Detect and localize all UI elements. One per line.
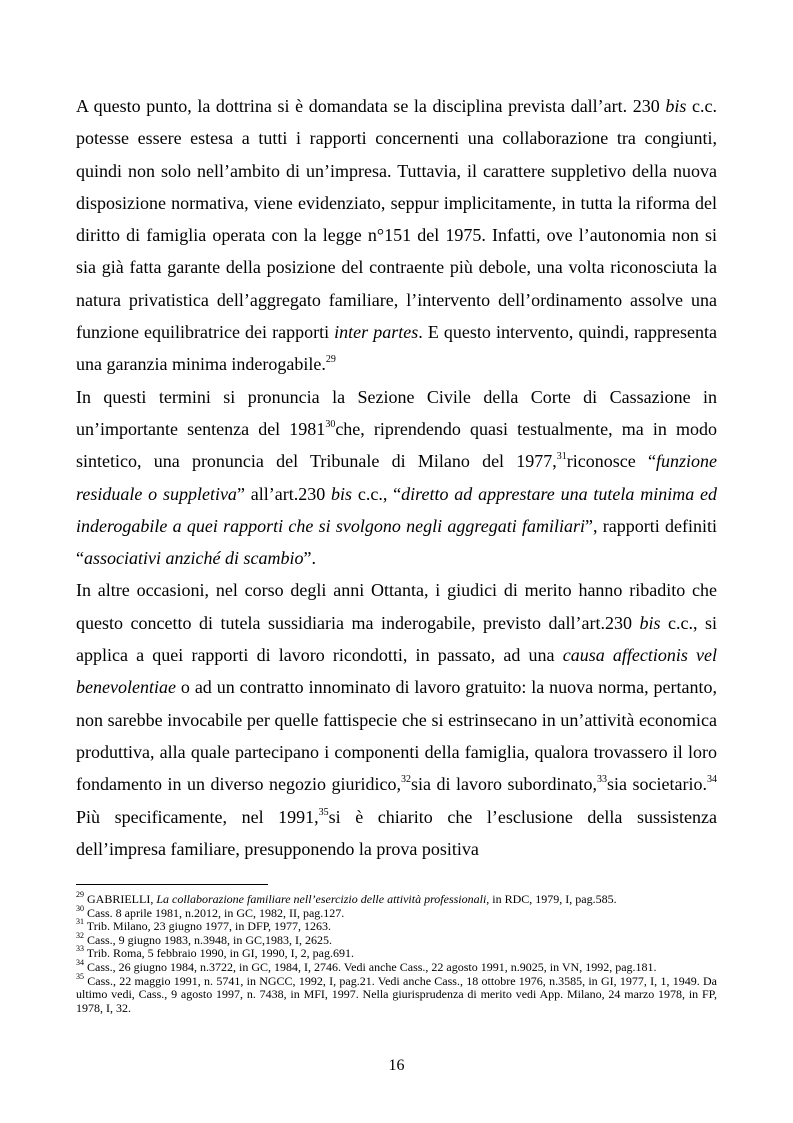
footnote-separator bbox=[76, 884, 268, 885]
footnote-29 bbox=[76, 890, 717, 907]
footnote-31 bbox=[76, 917, 717, 934]
footnote-ref-31[interactable]: 31 bbox=[556, 451, 567, 463]
footnote-text: Cass., 26 giugno 1984, n.3722, in GC, 1984, I, 2746. Vedi anche Cass., 22 agosto 1991, n.9025, in VN, 1992, pag.181. bbox=[84, 959, 657, 974]
italic-run: inter partes bbox=[334, 322, 419, 343]
footnote-ref-29[interactable]: 29 bbox=[325, 354, 336, 366]
footnote-text: Cass. 8 aprile 1981, n.2012, in GC, 1982, II, pag.127. bbox=[84, 905, 345, 920]
footnote-text: Cass., 9 giugno 1983, n.3948, in GC,1983, I, 2625. bbox=[84, 932, 333, 947]
footnote-ref-33[interactable]: 33 bbox=[597, 774, 608, 786]
text-run: . E questo intervento, quindi, rappresenta una garanzia minima inderogabile. bbox=[76, 322, 718, 375]
footnote-number: 34 bbox=[76, 957, 84, 967]
text-run: sia societario. bbox=[607, 774, 707, 795]
italic-run: bis bbox=[665, 96, 687, 116]
footnote-text: GABRIELLI, bbox=[84, 892, 157, 906]
page-number: 16 bbox=[388, 1057, 405, 1074]
italic-run: diretto ad apprestare una tutela minima ed inderogabile a quei rapporti che si svolgono negli aggregati familiari bbox=[76, 483, 718, 536]
italic-run: causa affectionis vel benevolentiae bbox=[76, 645, 717, 698]
italic-run: associativi anziché di scambio bbox=[84, 548, 304, 569]
footnote-34 bbox=[76, 957, 717, 975]
footnote-text: Cass., 22 maggio 1991, n. 5741, in NGCC, 1992, I, pag.21. Vedi anche Cass., 18 ottobre 1976, n.3585, in GI, 1977, I, 1, 1949. Da ultimo vedi, Cass., 9 agosto 1997, n. 7438, in MFI, 1997. Nella giurisprudenza di merito vedi App. Milano, 24 marzo 1978, in FP, 1978, I, 32. bbox=[76, 973, 717, 1015]
footnote-number: 33 bbox=[76, 944, 84, 954]
footnote-ref-32[interactable]: 32 bbox=[401, 774, 411, 786]
footnote-text: , in RDC, 1979, I, pag.585. bbox=[486, 892, 617, 906]
footnote-number: 29 bbox=[76, 890, 84, 899]
text-run: che, riprendendo quasi testualmente, ma in modo sintetico, una pronuncia del Tribunale di Milano del 1977, bbox=[76, 418, 717, 472]
text-run: ” all’art.230 bbox=[236, 483, 332, 504]
footnote-ref-35[interactable]: 35 bbox=[318, 806, 329, 818]
footnote-32 bbox=[76, 930, 717, 948]
italic-run: bis bbox=[639, 612, 661, 633]
footnote-number: 30 bbox=[76, 903, 84, 913]
text-run: In questi termini si pronuncia la Sezione Civile della Corte di Cassazione in un’importante sentenza del 1981 bbox=[76, 386, 717, 439]
text-run: c.c., si applica a quei rapporti di lavoro ricondotti, in passato, ad una bbox=[76, 612, 717, 666]
text-run: In altre occasioni, nel corso degli anni Ottanta, i giudici di merito hanno ribadito che questo concetto di tutela sussidiaria ma inderogabile, previsto dall’art.230 bbox=[76, 580, 717, 633]
body-text bbox=[76, 90, 717, 865]
text-run: c.c., “ bbox=[352, 483, 402, 504]
italic-run: funzione residuale o suppletiva bbox=[76, 451, 717, 504]
text-run: riconosce “ bbox=[566, 451, 656, 472]
footnote-text: Trib. Roma, 5 febbraio 1990, in GI, 1990, I, 2, pag.691. bbox=[84, 946, 354, 961]
footnote-30 bbox=[76, 903, 717, 921]
text-run: A questo punto, la dottrina si è domandata se la disciplina prevista dall’art. 230 bbox=[76, 96, 666, 116]
footnote-italic: La collaborazione familiare nell’esercizio delle attività professionali bbox=[156, 892, 487, 906]
text-run: sia di lavoro subordinato, bbox=[411, 774, 598, 795]
footnote-35 bbox=[76, 971, 717, 1016]
footnote-33 bbox=[76, 944, 717, 961]
italic-run: bis bbox=[331, 483, 353, 504]
paragraph-2 bbox=[76, 381, 717, 575]
footnote-number: 35 bbox=[76, 971, 84, 981]
text-run: ”. bbox=[303, 548, 316, 569]
text-run: ”, rapporti definiti “ bbox=[76, 515, 717, 569]
footnotes bbox=[76, 890, 717, 1015]
footnote-text: Trib. Milano, 23 giugno 1977, in DFP, 1977, 1263. bbox=[84, 919, 332, 934]
footnote-ref-30[interactable]: 30 bbox=[325, 418, 336, 430]
paragraph-3 bbox=[76, 574, 717, 865]
text-run: c.c. potesse essere estesa a tutti i rapporti concernenti una collaborazione tra congiunti, quindi non solo nell’ambito di un’impresa. Tuttavia, il carattere suppletivo della nuova disposizione normativa, viene evidenziato, seppur implicitamente, in tutta la riforma del diritto di famiglia operata con la legge n°151 del 1975. Infatti, ove l’autonomia non si sia già fatta garante della posizione del contraente più debole, una volta riconosciuta la natura privatistica dell’aggregato familiare, l’intervento dell’ordinamento assolve una funzione equilibratrice dei rapporti bbox=[76, 96, 717, 343]
text-run: si è chiarito che l’esclusione della sussistenza dell’impresa familiare, presupponendo la prova positiva bbox=[76, 806, 717, 859]
text-run: Più specificamente, nel 1991, bbox=[76, 806, 319, 827]
footnote-ref-34[interactable]: 34 bbox=[707, 774, 717, 786]
footnote-number: 31 bbox=[76, 917, 84, 927]
paragraph-1 bbox=[76, 90, 717, 381]
footnote-number: 32 bbox=[76, 930, 84, 940]
text-run: o ad un contratto innominato di lavoro gratuito: la nuova norma, pertanto, non sarebbe invocabile per quelle fattispecie che si estrinsecano in un’attività economica produttiva, alla quale partecipano i componenti della famiglia, qualora trovassero il loro fondamento in un diverso negozio giuridico, bbox=[76, 677, 717, 795]
